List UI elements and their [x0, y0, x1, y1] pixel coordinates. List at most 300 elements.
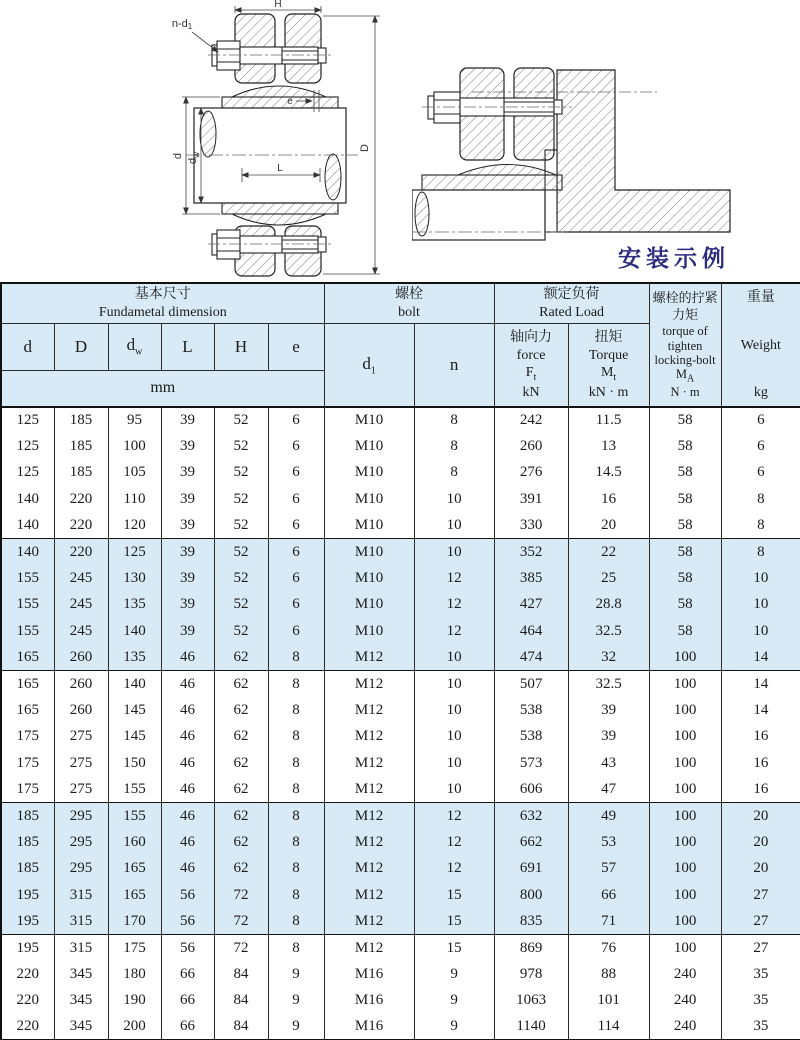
table-cell: 100: [649, 803, 721, 829]
table-cell: 20: [721, 829, 800, 855]
table-cell: 165: [108, 856, 161, 882]
table-cell: 20: [721, 803, 800, 829]
table-cell: 46: [161, 776, 214, 802]
table-cell: M12: [324, 724, 414, 750]
table-cell: 220: [16, 992, 39, 1009]
table-cell: 39: [161, 513, 214, 539]
table-row: [1, 988, 800, 1014]
table-cell: 185: [54, 407, 108, 433]
table-cell: 52: [214, 460, 268, 486]
table-cell: 100: [649, 856, 721, 882]
table-cell: M12: [324, 645, 414, 671]
table-cell: M16: [324, 988, 414, 1014]
table-cell: 185: [54, 433, 108, 459]
table-cell: 32.5: [568, 671, 649, 697]
col-L: L: [161, 323, 214, 370]
table-cell: 130: [108, 565, 161, 591]
table-cell: 507: [494, 671, 568, 697]
table-cell: 12: [414, 592, 494, 618]
table-cell: 185: [1, 803, 54, 829]
table-cell: M10: [324, 539, 414, 565]
table-cell: M16: [324, 961, 414, 987]
table-cell: 58: [649, 592, 721, 618]
table-cell: 58: [649, 486, 721, 512]
table-cell: 66: [568, 882, 649, 908]
table-cell: 10: [414, 724, 494, 750]
table-cell: 10: [721, 592, 800, 618]
table-cell: 43: [568, 750, 649, 776]
table-cell: 10: [414, 671, 494, 697]
table-cell: 140: [1, 539, 54, 565]
table-cell: 100: [649, 724, 721, 750]
table-cell: 72: [214, 935, 268, 961]
col-dw: $d_w$: [108, 323, 161, 370]
col-d: d: [1, 323, 54, 370]
table-cell: 62: [214, 724, 268, 750]
table-cell: 39: [568, 724, 649, 750]
table-cell: 39: [161, 433, 214, 459]
table-row: [1, 882, 800, 908]
table-cell: 276: [494, 460, 568, 486]
table-cell: 160: [108, 829, 161, 855]
table-cell: 150: [108, 750, 161, 776]
table-cell: 260: [54, 671, 108, 697]
table-cell: 39: [161, 539, 214, 565]
table-cell: 185: [54, 460, 108, 486]
table-cell: 56: [161, 882, 214, 908]
table-cell: 180: [108, 961, 161, 987]
table-cell: 13: [568, 433, 649, 459]
col-torque: 扭矩 Torque $M_t$ kN · m: [568, 323, 649, 407]
table-cell: 8: [268, 724, 324, 750]
table-cell: 175: [108, 935, 161, 961]
table-row: [1, 645, 800, 671]
shaft: [186, 108, 358, 203]
table-cell: 10: [414, 513, 494, 539]
table-cell: 10: [721, 618, 800, 644]
table-cell: M10: [324, 565, 414, 591]
table-cell: 10: [414, 750, 494, 776]
table-cell: 155: [1, 565, 54, 591]
table-cell: 8: [268, 750, 324, 776]
table-cell: 8: [268, 803, 324, 829]
table-cell: M12: [324, 829, 414, 855]
table-cell: M10: [324, 513, 414, 539]
table-cell: 245: [54, 618, 108, 644]
table-row: [1, 803, 800, 829]
table-cell: 295: [54, 829, 108, 855]
table-cell: 49: [568, 803, 649, 829]
table-cell: M12: [324, 856, 414, 882]
table-cell: 84: [214, 988, 268, 1014]
table-cell: 345: [54, 961, 108, 987]
table-cell: 6: [268, 460, 324, 486]
table-cell: 275: [54, 724, 108, 750]
table-row: [1, 407, 800, 433]
table-header: [1, 283, 800, 407]
table-cell: 62: [214, 803, 268, 829]
table-cell: 6: [268, 618, 324, 644]
table-cell: 8: [414, 407, 494, 433]
drawings-area: [0, 0, 800, 282]
table-cell: 32: [568, 645, 649, 671]
table-row: [1, 671, 800, 697]
table-cell: 105: [108, 460, 161, 486]
table-cell: 100: [649, 908, 721, 934]
table-cell: 140: [108, 618, 161, 644]
table-cell: 62: [214, 697, 268, 723]
table-cell: 8: [268, 935, 324, 961]
table-cell: 84: [214, 1014, 268, 1040]
table-cell: 260: [54, 697, 108, 723]
table-cell: M10: [324, 618, 414, 644]
table-cell: 39: [161, 460, 214, 486]
table-cell: 10: [414, 697, 494, 723]
table-cell: 155: [108, 776, 161, 802]
table-cell: 46: [161, 829, 214, 855]
table-cell: 260: [54, 645, 108, 671]
table-cell: 125: [16, 412, 39, 429]
table-cell: 100: [649, 829, 721, 855]
table-cell: 39: [161, 407, 214, 433]
table-cell: 100: [649, 935, 721, 961]
table-row: [1, 776, 800, 802]
table-cell: 125: [108, 539, 161, 565]
table-cell: 10: [414, 486, 494, 512]
table-cell: 165: [16, 701, 39, 718]
installation-drawing: [412, 42, 762, 262]
table-row: [1, 433, 800, 459]
table-cell: M12: [324, 776, 414, 802]
table-cell: 66: [161, 1014, 214, 1040]
table-cell: 58: [649, 513, 721, 539]
table-row: [1, 697, 800, 723]
table-cell: 145: [108, 724, 161, 750]
table-cell: 52: [214, 592, 268, 618]
table-row: [1, 908, 800, 934]
table-cell: 62: [214, 750, 268, 776]
col-D: D: [54, 323, 108, 370]
table-cell: 125: [16, 438, 39, 455]
table-cell: 6: [268, 433, 324, 459]
table-body: [1, 407, 800, 1040]
group-bolt: 螺栓 bolt: [324, 283, 494, 323]
table-cell: 345: [54, 1014, 108, 1040]
table-cell: 25: [568, 565, 649, 591]
dim-label-n-d1: n-d1: [171, 18, 193, 31]
table-cell: 110: [108, 486, 161, 512]
table-cell: 46: [161, 803, 214, 829]
table-cell: 835: [494, 908, 568, 934]
table-cell: 9: [414, 961, 494, 987]
table-cell: M12: [324, 697, 414, 723]
table-cell: 10: [414, 645, 494, 671]
table-cell: 185: [1, 829, 54, 855]
table-cell: 58: [649, 539, 721, 565]
table-cell: 56: [161, 908, 214, 934]
table-cell: 52: [214, 513, 268, 539]
table-cell: 10: [414, 776, 494, 802]
table-cell: M10: [324, 592, 414, 618]
table-cell: 32.5: [568, 618, 649, 644]
dim-label-l: L: [277, 163, 283, 174]
table-cell: 11.5: [568, 407, 649, 433]
table-cell: 220: [54, 539, 108, 565]
table-cell: 175: [16, 728, 39, 745]
dim-label-e: e: [287, 96, 293, 107]
dim-label-dw: $d_w$: [187, 152, 201, 164]
table-cell: 56: [161, 935, 214, 961]
table-cell: M10: [324, 486, 414, 512]
table-cell: 46: [161, 724, 214, 750]
table-cell: 135: [108, 645, 161, 671]
table-cell: 15: [414, 935, 494, 961]
table-row: [1, 961, 800, 987]
table-cell: 95: [108, 407, 161, 433]
table-cell: 330: [494, 513, 568, 539]
table-cell: 52: [214, 565, 268, 591]
table-cell: 58: [649, 460, 721, 486]
table-cell: 140: [108, 671, 161, 697]
table-cell: 120: [108, 513, 161, 539]
table-cell: 8: [721, 513, 800, 539]
table-cell: 22: [568, 539, 649, 565]
table-cell: 46: [161, 750, 214, 776]
dim-label-d-big: D: [359, 144, 371, 152]
table-cell: 53: [568, 829, 649, 855]
table-cell: 240: [649, 988, 721, 1014]
table-cell: 1063: [494, 988, 568, 1014]
table-cell: 573: [494, 750, 568, 776]
table-cell: M16: [324, 1014, 414, 1040]
table-cell: 14: [721, 645, 800, 671]
table-cell: 47: [568, 776, 649, 802]
table-cell: 88: [568, 961, 649, 987]
table-cell: 195: [1, 882, 54, 908]
table-cell: 14: [721, 697, 800, 723]
table-cell: 295: [54, 856, 108, 882]
table-cell: 6: [268, 486, 324, 512]
col-H: H: [214, 323, 268, 370]
table-cell: 869: [494, 935, 568, 961]
table-cell: 8: [268, 776, 324, 802]
spec-table: [0, 282, 800, 1040]
table-cell: M12: [324, 803, 414, 829]
table-cell: 800: [494, 882, 568, 908]
table-cell: M10: [324, 433, 414, 459]
table-cell: 295: [54, 803, 108, 829]
table-cell: 155: [108, 803, 161, 829]
table-cell: 39: [161, 486, 214, 512]
table-cell: 242: [494, 407, 568, 433]
table-cell: M12: [324, 908, 414, 934]
housing-wall: [557, 70, 730, 232]
table-cell: 220: [16, 965, 39, 982]
table-cell: 20: [721, 856, 800, 882]
table-cell: 135: [108, 592, 161, 618]
table-cell: 35: [721, 961, 800, 987]
table-cell: 58: [649, 565, 721, 591]
table-cell: 8: [268, 908, 324, 934]
table-cell: 52: [214, 539, 268, 565]
table-cell: 538: [494, 697, 568, 723]
table-cell: 632: [494, 803, 568, 829]
table-cell: 39: [568, 697, 649, 723]
table-cell: 52: [214, 433, 268, 459]
table-cell: 27: [721, 935, 800, 961]
col-n: n: [414, 323, 494, 407]
table-cell: 245: [54, 565, 108, 591]
table-cell: 345: [54, 988, 108, 1014]
table-cell: 195: [1, 908, 54, 934]
table-cell: 14: [721, 671, 800, 697]
table-cell: 606: [494, 776, 568, 802]
table-cell: 315: [54, 908, 108, 934]
table-cell: 15: [414, 908, 494, 934]
table-cell: 8: [414, 433, 494, 459]
table-cell: 538: [494, 724, 568, 750]
table-cell: M10: [324, 407, 414, 433]
table-cell: 125: [16, 464, 39, 481]
table-cell: 6: [268, 539, 324, 565]
table-cell: 220: [54, 513, 108, 539]
table-cell: 66: [161, 961, 214, 987]
dim-label-d: d: [172, 152, 184, 160]
table-cell: 275: [54, 750, 108, 776]
table-cell: 8: [268, 645, 324, 671]
table-cell: 100: [108, 433, 161, 459]
table-cell: M12: [324, 935, 414, 961]
table-cell: 52: [214, 618, 268, 644]
table-cell: 385: [494, 565, 568, 591]
dimension-drawing: [82, 0, 402, 280]
table-cell: 1140: [494, 1014, 568, 1040]
table-cell: 315: [54, 935, 108, 961]
table-cell: 165: [108, 882, 161, 908]
table-cell: 14.5: [568, 460, 649, 486]
table-row: [1, 486, 800, 512]
table-cell: 58: [649, 407, 721, 433]
table-row: [1, 935, 800, 961]
install-shaft: [412, 190, 568, 240]
table-cell: 6: [721, 460, 800, 486]
table-cell: 8: [268, 829, 324, 855]
table-cell: 170: [108, 908, 161, 934]
table-cell: 12: [414, 856, 494, 882]
table-cell: 101: [568, 988, 649, 1014]
table-cell: 72: [214, 908, 268, 934]
table-cell: 100: [649, 645, 721, 671]
table-cell: 6: [721, 407, 800, 433]
table-cell: 10: [414, 539, 494, 565]
table-cell: 100: [649, 671, 721, 697]
table-cell: 27: [721, 882, 800, 908]
table-cell: 8: [414, 460, 494, 486]
table-cell: 66: [161, 988, 214, 1014]
clamped-plate: [545, 150, 557, 232]
table-cell: 84: [214, 961, 268, 987]
table-row: [1, 1014, 800, 1040]
table-cell: 35: [721, 988, 800, 1014]
table-cell: 62: [214, 856, 268, 882]
table-cell: 8: [268, 856, 324, 882]
table-cell: 46: [161, 645, 214, 671]
table-cell: 58: [649, 433, 721, 459]
table-cell: 427: [494, 592, 568, 618]
group-rated-load: 额定负荷 Rated Load: [494, 283, 649, 323]
group-tighten-torque: 螺栓的拧紧 力矩 torque of tighten locking-bolt $M_A$ N · m: [649, 283, 721, 407]
table-cell: 58: [649, 618, 721, 644]
table-cell: 28.8: [568, 592, 649, 618]
table-row: [1, 724, 800, 750]
table-cell: M10: [324, 460, 414, 486]
table-cell: 195: [1, 935, 54, 961]
table-cell: 62: [214, 645, 268, 671]
table-row: [1, 618, 800, 644]
table-row: [1, 539, 800, 565]
table-cell: 352: [494, 539, 568, 565]
group-weight: 重量 Weight kg: [721, 283, 800, 407]
table-cell: M12: [324, 882, 414, 908]
table-cell: 691: [494, 856, 568, 882]
table-cell: 100: [649, 750, 721, 776]
table-cell: 35: [721, 1014, 800, 1040]
table-cell: 391: [494, 486, 568, 512]
table-cell: 200: [108, 1014, 161, 1040]
table-row: [1, 513, 800, 539]
table-cell: 175: [16, 754, 39, 771]
table-cell: 27: [721, 908, 800, 934]
table-row: [1, 856, 800, 882]
table-cell: 39: [161, 618, 214, 644]
table-cell: 245: [54, 592, 108, 618]
table-cell: 240: [649, 1014, 721, 1040]
table-cell: 39: [161, 592, 214, 618]
table-cell: 662: [494, 829, 568, 855]
table-cell: 9: [414, 1014, 494, 1040]
table-cell: 315: [54, 882, 108, 908]
table-cell: 165: [1, 645, 54, 671]
table-cell: 9: [268, 961, 324, 987]
col-e: e: [268, 323, 324, 370]
table-cell: 71: [568, 908, 649, 934]
table-cell: 100: [649, 697, 721, 723]
table-cell: 52: [214, 407, 268, 433]
table-row: [1, 829, 800, 855]
table-cell: 190: [108, 988, 161, 1014]
table-row: [1, 460, 800, 486]
table-cell: 76: [568, 935, 649, 961]
table-cell: 72: [214, 882, 268, 908]
table-cell: 46: [161, 856, 214, 882]
table-cell: 8: [721, 486, 800, 512]
col-d1: $d_1$: [324, 323, 414, 407]
table-cell: 275: [54, 776, 108, 802]
table-cell: 57: [568, 856, 649, 882]
table-cell: 46: [161, 697, 214, 723]
table-cell: 100: [649, 776, 721, 802]
table-cell: 10: [721, 565, 800, 591]
table-cell: 978: [494, 961, 568, 987]
table-cell: 52: [214, 486, 268, 512]
table-cell: 39: [161, 565, 214, 591]
table-cell: M12: [324, 671, 414, 697]
installation-caption: 安装示例: [618, 246, 730, 271]
table-cell: 15: [414, 882, 494, 908]
table-cell: 62: [214, 776, 268, 802]
table-cell: 16: [721, 724, 800, 750]
table-cell: 16: [568, 486, 649, 512]
